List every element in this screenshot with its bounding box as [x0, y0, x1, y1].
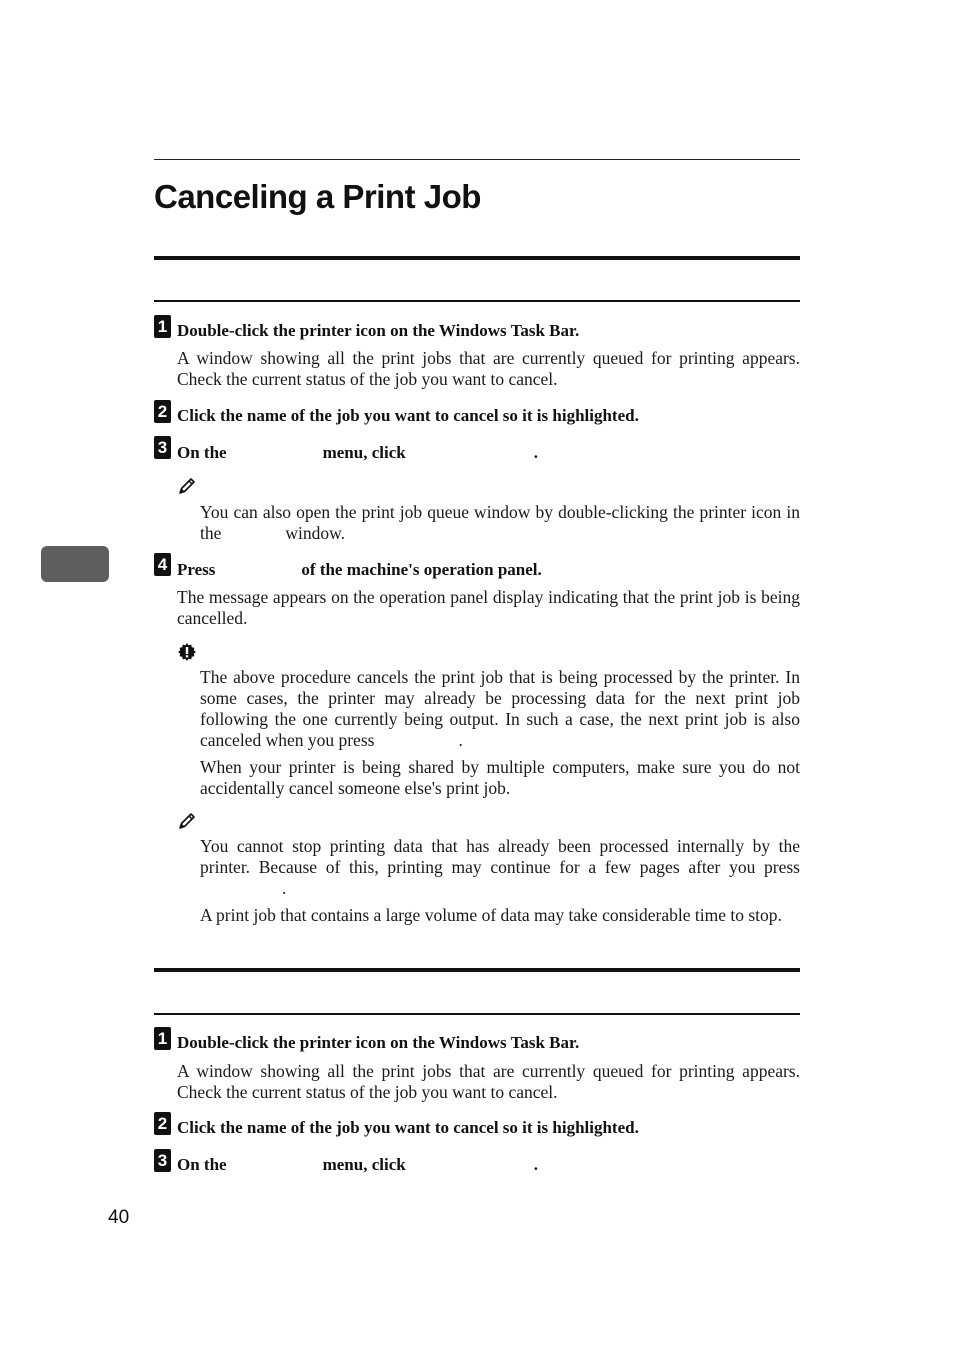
- step-number-badge: 1: [154, 1027, 171, 1050]
- step-heading: On the menu, click .: [177, 1155, 538, 1174]
- pencil-note-icon: [177, 476, 197, 496]
- important-text: When your printer is being shared by multiple computers, make sure you do not accidentally cancel someone else's print job.: [200, 757, 800, 798]
- step-heading: Double-click the printer icon on the Windows Task Bar.: [177, 321, 580, 340]
- step-number-badge: 3: [154, 436, 171, 459]
- step-number-badge: 3: [154, 1149, 171, 1172]
- step-heading: Double-click the printer icon on the Windows Task Bar.: [177, 1033, 580, 1052]
- step-heading: Click the name of the job you want to cancel so it is highlighted.: [177, 406, 639, 425]
- step-body: The message appears on the operation panel display indicating that the print job is being cancelled.: [177, 587, 800, 628]
- step-number-badge: 1: [154, 315, 171, 338]
- top-rule: [154, 159, 800, 160]
- page-number: 40: [108, 1207, 130, 1228]
- important-text: The above procedure cancels the print job that is being processed by the printer. In some cases, the printer may already be processing data for the next print job following the one currently being output. In such a case, the next print job is also canceled when you press .: [200, 667, 800, 750]
- note-text: You cannot stop printing data that has already been processed internally by the printer. Because of this, printing may continue for a few pages after you press.: [200, 836, 800, 898]
- note-text: You can also open the print job queue window by double-clicking the printer icon in the window.: [200, 502, 800, 543]
- pencil-note-icon: [177, 811, 197, 831]
- step-heading: Click the name of the job you want to cancel so it is highlighted.: [177, 1118, 639, 1137]
- step-number-badge: 4: [154, 553, 171, 576]
- page-title: Canceling a Print Job: [154, 178, 481, 215]
- step-body: A window showing all the print jobs that are currently queued for printing appears. Check the current status of the job you want to cancel.: [177, 348, 800, 389]
- important-icon: [177, 642, 197, 662]
- step-body: A window showing all the print jobs that are currently queued for printing appears. Check the current status of the job you want to cancel.: [177, 1061, 800, 1102]
- step-number-badge: 2: [154, 400, 171, 423]
- section-rule-thick: [154, 968, 800, 972]
- note-text: A print job that contains a large volume of data may take considerable time to stop.: [200, 905, 782, 925]
- chapter-tab: [41, 546, 109, 582]
- section-rule: [154, 300, 800, 302]
- step-number-badge: 2: [154, 1112, 171, 1135]
- step-heading: Press of the machine's operation panel.: [177, 560, 542, 579]
- section-rule-thick: [154, 256, 800, 260]
- step-heading: On the menu, click .: [177, 443, 538, 462]
- section-rule: [154, 1013, 800, 1015]
